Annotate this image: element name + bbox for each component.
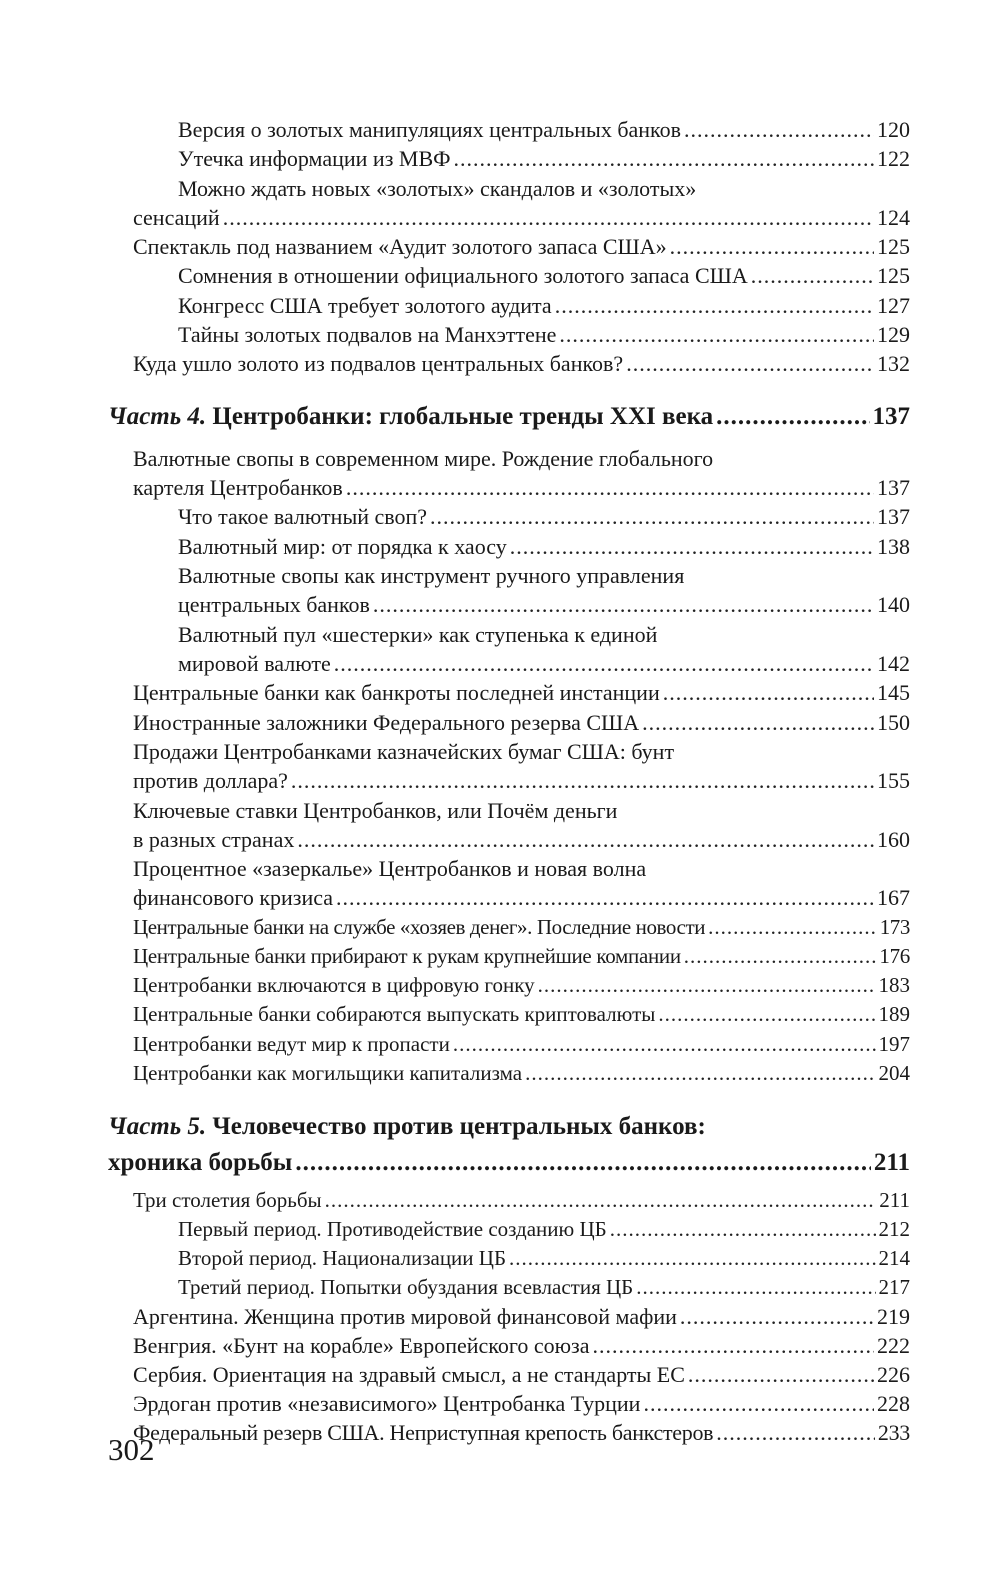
toc-entry-first-line: Валютные свопы в современном мире. Рождение глобального bbox=[133, 446, 714, 471]
page-number: 302 bbox=[108, 1432, 155, 1467]
part-heading: хроника борьбы ..... 211 bbox=[108, 1146, 910, 1180]
toc-entry: Утечка информации из МВФ ..... 122 bbox=[178, 144, 910, 173]
toc-entry: Центробанки как могильщики капитализма ..... 204 bbox=[133, 1059, 910, 1088]
toc-entry: Куда ушло золото из подвалов центральных банков? ..... 132 bbox=[133, 349, 910, 378]
toc-entry: Центральные банки собираются выпускать криптовалюты ..... 189 bbox=[133, 1000, 910, 1029]
toc-entry: Федеральный резерв США. Неприступная крепость банкстеров ..... 233 bbox=[133, 1418, 910, 1447]
toc-entry: Центробанки ведут мир к пропасти ..... 197 bbox=[133, 1030, 910, 1059]
toc-entry: сенсаций ..... 124 bbox=[133, 203, 910, 232]
toc-entry: Что такое валютный своп? ..... 137 bbox=[178, 502, 910, 531]
toc-entry: Центральные банки прибирают к рукам крупнейшие компании ..... 176 bbox=[133, 942, 910, 971]
toc-entry: Венгрия. «Бунт на корабле» Европейского союза ..... 222 bbox=[133, 1331, 910, 1360]
toc-entry: против доллара? ..... 155 bbox=[133, 766, 910, 795]
toc-entry: Центральные банки на службе «хозяев денег». Последние новости ..... 173 bbox=[133, 913, 910, 942]
toc-entry: центральных банков ..... 140 bbox=[178, 590, 910, 619]
toc-entry: Центральные банки как банкроты последней инстанции ..... 145 bbox=[133, 678, 910, 707]
toc-entry: мировой валюте ..... 142 bbox=[178, 649, 910, 678]
toc-entry: картеля Центробанков ..... 137 bbox=[133, 473, 910, 502]
toc-entry-first-line: Продажи Центробанками казначейских бумаг США: бунт bbox=[133, 739, 675, 764]
toc-entry: Первый период. Противодействие созданию ЦБ ..... 212 bbox=[178, 1215, 910, 1244]
toc-entry: Сербия. Ориентация на здравый смысл, а не стандарты ЕС ..... 226 bbox=[133, 1360, 910, 1389]
toc-entry: Конгресс США требует золотого аудита ..... 127 bbox=[178, 291, 910, 320]
toc-entry-first-line: Валютный пул «шестерки» как ступенька к единой bbox=[178, 622, 658, 647]
toc-entry-first-line: Ключевые ставки Центробанков, или Почём деньги bbox=[133, 798, 618, 823]
toc-entry: Третий период. Попытки обуздания всевластия ЦБ ..... 217 bbox=[178, 1273, 910, 1302]
toc-entry: финансового кризиса ..... 167 bbox=[133, 883, 910, 912]
part-heading-first-line: Часть 5. Человечество против центральных банков: bbox=[108, 1113, 706, 1140]
toc-entry-first-line: Процентное «зазеркалье» Центробанков и новая волна bbox=[133, 856, 647, 881]
toc-entry: Эрдоган против «независимого» Центробанка Турции ..... 228 bbox=[133, 1389, 910, 1418]
part-heading: Часть 4. Центробанки: глобальные тренды XXI века ..... 137 bbox=[108, 400, 910, 434]
toc-entry: Сомнения в отношении официального золотого запаса США ..... 125 bbox=[178, 261, 910, 290]
toc-entry: Тайны золотых подвалов на Манхэттене ..... 129 bbox=[178, 320, 910, 349]
toc-entry: Валютный мир: от порядка к хаосу ..... 138 bbox=[178, 532, 910, 561]
toc-entry: Спектакль под названием «Аудит золотого запаса США» ..... 125 bbox=[133, 232, 910, 261]
toc-entry: Аргентина. Женщина против мировой финансовой мафии ..... 219 bbox=[133, 1302, 910, 1331]
toc-entry-first-line: Валютные свопы как инструмент ручного управления bbox=[178, 563, 685, 588]
toc-entry: Три столетия борьбы ..... 211 bbox=[133, 1186, 910, 1215]
toc-entry-first-line: Можно ждать новых «золотых» скандалов и «золотых» bbox=[178, 176, 697, 201]
toc-entry: Иностранные заложники Федерального резерва США ..... 150 bbox=[133, 708, 910, 737]
toc-entry: Второй период. Национализации ЦБ ..... 214 bbox=[178, 1244, 910, 1273]
toc-entry: Центробанки включаются в цифровую гонку ..... 183 bbox=[133, 971, 910, 1000]
toc-entry: Версия о золотых манипуляциях центральных банков ..... 120 bbox=[178, 115, 910, 144]
toc-entry: в разных странах ..... 160 bbox=[133, 825, 910, 854]
